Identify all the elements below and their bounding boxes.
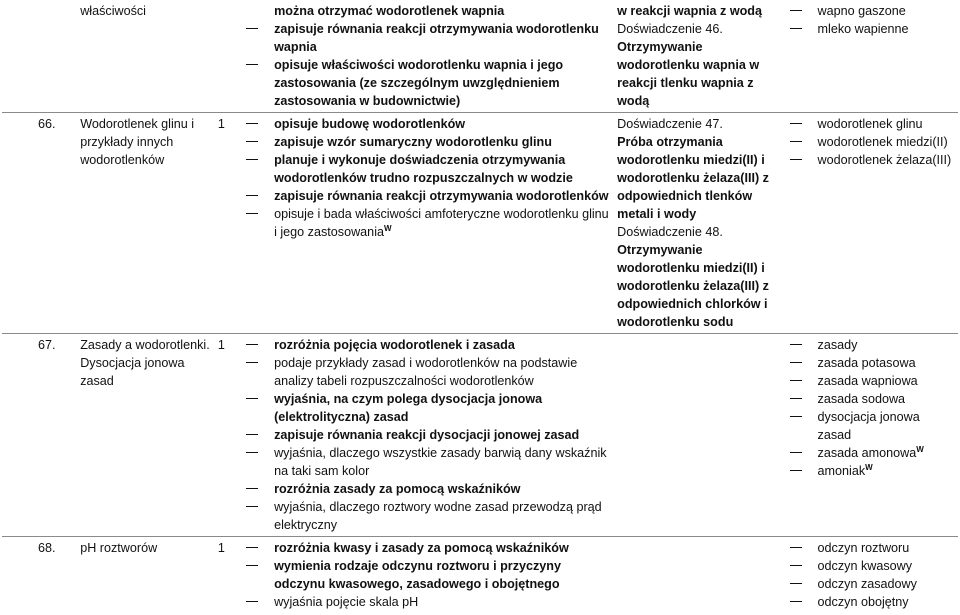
term-item — [790, 151, 954, 169]
term-item — [790, 408, 954, 444]
dash-marker — [790, 372, 818, 390]
dash-marker — [790, 354, 818, 372]
table-row — [2, 113, 958, 334]
experiments-cell — [613, 113, 785, 334]
term-text-wrap — [818, 2, 906, 20]
term-text-wrap — [818, 390, 906, 408]
term-item — [790, 133, 954, 151]
term-text: amoniak — [818, 464, 866, 478]
requirement-text-wrap — [274, 557, 609, 593]
requirement-text: wyjaśnia, na czym polega dysocjacja jonowa (elektrolityczna) zasad — [274, 392, 542, 424]
requirement-text-wrap — [274, 20, 609, 56]
lesson-hours: 1 — [216, 113, 242, 334]
requirement-item — [246, 354, 609, 390]
term-text-wrap — [818, 575, 917, 593]
experiment-text: Doświadczenie 47. — [617, 115, 781, 133]
lesson-topic: Wodorotlenek glinu i przykłady innych wodorotlenków — [76, 113, 216, 334]
term-text-wrap — [818, 336, 858, 354]
dash-marker — [790, 20, 818, 38]
experiment-text: Otrzymywanie wodorotlenku wapnia w reakcji tlenku wapnia z wodą — [617, 38, 781, 110]
term-text: odczyn kwasowy — [818, 559, 913, 573]
term-text-wrap — [818, 20, 909, 38]
dash-marker — [790, 557, 818, 575]
requirement-text-wrap — [274, 187, 609, 205]
requirement-text: zapisuje równania reakcji dysocjacji jonowej zasad — [274, 428, 579, 442]
dash-marker — [790, 539, 818, 557]
requirement-text-wrap — [274, 151, 609, 187]
requirement-text: zapisuje równania reakcji otrzymywania wodorotlenków — [274, 189, 609, 203]
experiment-text: Otrzymywanie wodorotlenku miedzi(II) i wodorotlenku żelaza(III) z odpowiednich chlorków i wodorotlenku sodu — [617, 241, 781, 331]
term-text: zasada sodowa — [818, 392, 906, 406]
term-item — [790, 390, 954, 408]
term-text-wrap — [818, 115, 923, 133]
lesson-topic: pH roztworów — [76, 537, 216, 615]
term-text: odczyn roztworu — [818, 541, 910, 555]
table-row — [2, 334, 958, 537]
dash-marker — [246, 557, 274, 593]
lesson-number: 66. — [2, 113, 76, 334]
term-item — [790, 593, 954, 611]
term-text: wapno gaszone — [818, 4, 906, 18]
requirement-item — [246, 444, 609, 480]
term-item — [790, 444, 954, 462]
lesson-number: 67. — [2, 334, 76, 537]
dash-marker — [790, 444, 818, 462]
dash-marker — [790, 390, 818, 408]
requirement-item — [246, 2, 609, 20]
term-text: odczyn zasadowy — [818, 577, 917, 591]
dash-marker — [246, 480, 274, 498]
term-text: wodorotlenek glinu — [818, 117, 923, 131]
requirement-item — [246, 115, 609, 133]
table-row — [2, 0, 958, 113]
dash-marker — [246, 426, 274, 444]
requirement-item — [246, 390, 609, 426]
experiments-cell — [613, 334, 785, 537]
term-text: odczyn obojętny — [818, 595, 909, 609]
term-text-wrap — [818, 539, 910, 557]
requirement-text-wrap — [274, 426, 579, 444]
term-text: wodorotlenek żelaza(III) — [818, 153, 952, 167]
dash-marker — [790, 2, 818, 20]
term-text-wrap — [818, 557, 913, 575]
dash-marker — [790, 133, 818, 151]
requirement-text-wrap — [274, 2, 504, 20]
requirement-text: wymienia rodzaje odczynu roztworu i przyczyny odczynu kwasowego, zasadowego i obojętnego — [274, 559, 561, 591]
dash-marker — [246, 390, 274, 426]
dash-marker — [790, 151, 818, 169]
term-text: zasada amonowa — [818, 446, 917, 460]
requirement-text: opisuje właściwości wodorotlenku wapnia i jego zastosowania (ze szczególnym uwzględnieniem zastosowania w budownictwie) — [274, 58, 563, 108]
terms-cell — [786, 334, 958, 537]
requirement-level-sup: W — [384, 224, 392, 233]
requirement-text-wrap — [274, 539, 569, 557]
requirement-item — [246, 498, 609, 534]
requirement-text: rozróżnia kwasy i zasady za pomocą wskaźników — [274, 541, 569, 555]
requirement-text: można otrzymać wodorotlenek wapnia — [274, 4, 504, 18]
experiment-text: Próba otrzymania wodorotlenku miedzi(II) i wodorotlenku żelaza(III) z odpowiednich tlenków metali i wody — [617, 133, 781, 223]
requirement-text-wrap — [274, 205, 609, 241]
lesson-number: 68. — [2, 537, 76, 615]
dash-marker — [246, 539, 274, 557]
requirement-text-wrap — [274, 444, 609, 480]
term-text: zasada wapniowa — [818, 374, 918, 388]
requirement-text-wrap — [274, 133, 552, 151]
term-item — [790, 115, 954, 133]
requirement-text: podaje przykłady zasad i wodorotlenków na podstawie analizy tabeli rozpuszczalności wodorotlenków — [274, 356, 577, 388]
requirement-text-wrap — [274, 390, 609, 426]
term-item — [790, 539, 954, 557]
term-text-wrap — [818, 408, 954, 444]
term-text-wrap — [818, 444, 924, 462]
term-item — [790, 372, 954, 390]
term-item — [790, 557, 954, 575]
requirements-cell — [242, 113, 613, 334]
requirement-text: planuje i wykonuje doświadczenia otrzymywania wodorotlenków trudno rozpuszczalnych w wodzie — [274, 153, 573, 185]
dash-marker — [246, 56, 274, 110]
term-item — [790, 462, 954, 480]
requirement-text: rozróżnia zasady za pomocą wskaźników — [274, 482, 520, 496]
dash-marker — [246, 20, 274, 56]
term-text-wrap — [818, 354, 916, 372]
requirements-cell — [242, 0, 613, 113]
dash-marker — [246, 498, 274, 534]
term-text-wrap — [818, 372, 918, 390]
term-text: zasada potasowa — [818, 356, 916, 370]
term-text: mleko wapienne — [818, 22, 909, 36]
requirement-text-wrap — [274, 56, 609, 110]
requirement-item — [246, 187, 609, 205]
term-level-sup: W — [916, 445, 924, 454]
experiment-text: Doświadczenie 46. — [617, 20, 781, 38]
dash-marker — [790, 408, 818, 444]
requirements-cell — [242, 537, 613, 615]
experiments-cell — [613, 537, 785, 615]
experiments-cell — [613, 0, 785, 113]
requirement-item — [246, 151, 609, 187]
requirement-text-wrap — [274, 336, 515, 354]
requirement-item — [246, 20, 609, 56]
term-text: dysocjacja jonowa zasad — [818, 410, 920, 442]
terms-cell — [786, 113, 958, 334]
dash-marker — [790, 593, 818, 611]
requirement-item — [246, 557, 609, 593]
experiment-text: Doświadczenie 48. — [617, 223, 781, 241]
term-text-wrap — [818, 593, 909, 611]
dash-marker — [246, 205, 274, 241]
requirement-text: opisuje budowę wodorotlenków — [274, 117, 465, 131]
dash-marker — [790, 115, 818, 133]
requirement-text: wyjaśnia, dlaczego wszystkie zasady barwią dany wskaźnik na taki sam kolor — [274, 446, 606, 478]
lesson-topic: właściwości — [76, 0, 216, 113]
requirement-text-wrap — [274, 354, 609, 390]
table-row — [2, 537, 958, 615]
requirement-item — [246, 133, 609, 151]
term-text-wrap — [818, 133, 948, 151]
term-item — [790, 336, 954, 354]
lesson-topic: Zasady a wodorotlenki. Dysocjacja jonowa zasad — [76, 334, 216, 537]
curriculum-table — [2, 0, 958, 615]
dash-marker — [246, 133, 274, 151]
dash-marker — [246, 151, 274, 187]
requirement-item — [246, 593, 609, 611]
requirement-text-wrap — [274, 498, 609, 534]
term-text: zasady — [818, 338, 858, 352]
requirement-item — [246, 426, 609, 444]
dash-marker — [246, 336, 274, 354]
lesson-hours — [216, 0, 242, 113]
term-item — [790, 575, 954, 593]
term-level-sup: W — [865, 463, 873, 472]
requirement-text: opisuje i bada właściwości amfoteryczne wodorotlenku glinu i jego zastosowania — [274, 207, 609, 239]
requirement-item — [246, 336, 609, 354]
requirement-text: zapisuje wzór sumaryczny wodorotlenku glinu — [274, 135, 552, 149]
term-item — [790, 2, 954, 20]
requirement-text-wrap — [274, 115, 465, 133]
dash-marker — [246, 444, 274, 480]
lesson-hours: 1 — [216, 334, 242, 537]
requirement-item — [246, 56, 609, 110]
requirement-text: rozróżnia pojęcia wodorotlenek i zasada — [274, 338, 515, 352]
term-text-wrap — [818, 151, 952, 169]
terms-cell — [786, 537, 958, 615]
dash-marker — [246, 187, 274, 205]
requirement-text: wyjaśnia, dlaczego roztwory wodne zasad przewodzą prąd elektryczny — [274, 500, 602, 532]
requirement-item — [246, 205, 609, 241]
requirement-text: zapisuje równania reakcji otrzymywania wodorotlenku wapnia — [274, 22, 599, 54]
dash-marker — [246, 593, 274, 611]
terms-cell — [786, 0, 958, 113]
requirement-item — [246, 539, 609, 557]
term-text: wodorotlenek miedzi(II) — [818, 135, 948, 149]
requirements-cell — [242, 334, 613, 537]
dash-marker — [790, 462, 818, 480]
lesson-number — [2, 0, 76, 113]
requirement-text-wrap — [274, 480, 520, 498]
term-item — [790, 20, 954, 38]
lesson-hours: 1 — [216, 537, 242, 615]
requirement-text: wyjaśnia pojęcie skala pH — [274, 595, 418, 609]
term-item — [790, 354, 954, 372]
experiment-text: w reakcji wapnia z wodą — [617, 2, 781, 20]
dash-marker — [246, 115, 274, 133]
requirement-text-wrap — [274, 593, 418, 611]
dash-marker — [246, 2, 274, 20]
requirement-item — [246, 480, 609, 498]
dash-marker — [790, 336, 818, 354]
dash-marker — [246, 354, 274, 390]
dash-marker — [790, 575, 818, 593]
term-text-wrap — [818, 462, 873, 480]
